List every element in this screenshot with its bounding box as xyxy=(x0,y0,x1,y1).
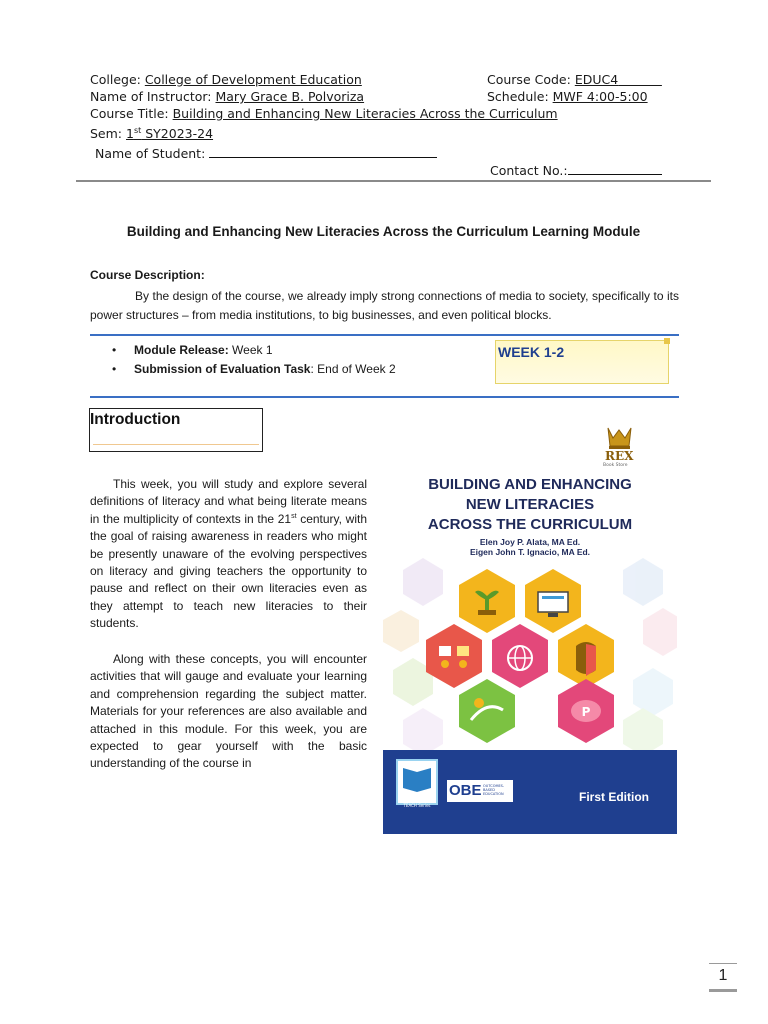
piggy-bank-hexagon-icon xyxy=(558,679,614,743)
introduction-heading: Introduction xyxy=(90,411,181,428)
book-title-line-1: BUILDING AND ENHANCING xyxy=(428,476,632,493)
release-item: • Module Release: Week 1 xyxy=(112,343,273,357)
instructor-line xyxy=(90,88,364,105)
publisher-sub: Book Store xyxy=(603,463,628,468)
page-number-rule-top xyxy=(709,963,737,964)
obe-sub-label: OUTCOMES-BASED EDUCATION xyxy=(483,784,505,796)
college-label: College: xyxy=(90,72,145,87)
week-badge-label: WEEK 1-2 xyxy=(498,344,565,360)
teach-series-label: TEACH Series xyxy=(403,803,431,808)
author-2: Eigen John T. Ignacio, MA Ed. xyxy=(469,547,591,557)
introduction-underline xyxy=(93,444,259,445)
sem-label: Sem: xyxy=(90,126,126,142)
info-bottom-rule xyxy=(90,396,679,398)
course-code-line xyxy=(487,71,662,88)
instructor-value: Mary Grace B. Polvoriza xyxy=(215,89,365,104)
instructor-label: Name of Instructor: xyxy=(90,89,216,104)
submission-item: • Submission of Evaluation Task: End of Week 2 xyxy=(112,362,396,376)
introduction-paragraph-1: This week, you will study and explore several definitions of literacy and what being literate means in the multiplicity of contexts in the 21st century, with the goal of raising awareness in readers who might be presently unaware of the evolving perspectives on literacy and giving teachers the opportunity to pause and reflect on their own literacies even as they attempt to teach new literacies to their students. xyxy=(90,477,367,631)
course-title-value: Building and Enhancing New Literacies Across the Curriculum xyxy=(172,106,558,121)
badge-corner-icon xyxy=(664,338,670,344)
publisher-logo: REX xyxy=(605,449,634,463)
course-code-value: EDUC4 xyxy=(574,72,619,87)
course-description-text: By the design of the course, we already imply strong connections of media to society, specifically to its power structures – from media institutions, to big businesses, and even political blocks. xyxy=(90,289,679,322)
schedule-bullets xyxy=(112,341,396,379)
header-divider xyxy=(76,180,711,182)
week-badge xyxy=(495,340,669,384)
plant-hexagon-icon xyxy=(459,569,515,633)
course-title-line xyxy=(90,105,558,122)
sem-value: 1st SY2023-24 xyxy=(126,126,214,142)
people-hexagon-icon xyxy=(426,624,482,688)
course-title-label: Course Title: xyxy=(90,106,173,121)
college-line xyxy=(90,71,362,88)
obe-label: OBE xyxy=(449,782,482,799)
page-number-rule-bottom xyxy=(709,989,737,992)
page-number: 1 xyxy=(718,967,728,984)
sem-line xyxy=(90,122,213,142)
face-hexagon-icon xyxy=(558,624,614,688)
schedule-line xyxy=(487,88,648,105)
globe-hexagon-icon xyxy=(492,624,548,688)
crown-logo-icon xyxy=(608,428,631,449)
book-cover xyxy=(383,420,677,834)
computer-hexagon-icon xyxy=(525,569,581,633)
introduction-box xyxy=(89,408,263,452)
schedule-label: Schedule: xyxy=(487,89,553,104)
student-name-line xyxy=(95,145,437,162)
contact-line xyxy=(490,162,662,179)
growth-hexagon-icon xyxy=(459,679,515,743)
student-name-label: Name of Student: xyxy=(95,146,210,161)
author-1: Elen Joy P. Alata, MA Ed. xyxy=(479,537,581,547)
introduction-paragraph-2: Along with these concepts, you will encounter activities that will gauge and evaluate your learning and comprehension regarding the subject matter. Materials for your references are also available and attached in this module. For this week, you are expected to gear yourself with the basic understanding of the course in xyxy=(90,652,367,771)
info-top-rule xyxy=(90,334,679,336)
contact-label: Contact No.: xyxy=(490,163,568,178)
book-title-line-3: ACROSS THE CURRICULUM xyxy=(427,516,633,533)
college-value: College of Development Education xyxy=(144,72,362,87)
book-title xyxy=(383,475,677,535)
book-authors xyxy=(383,537,677,557)
module-title: Building and Enhancing New Literacies Across the Curriculum Learning Module xyxy=(126,224,641,239)
svg-text:P: P xyxy=(581,705,591,719)
student-name-field[interactable] xyxy=(209,145,437,158)
edition-label: First Edition xyxy=(579,790,649,804)
course-description-heading: Course Description: xyxy=(90,268,205,282)
book-title-line-2: NEW LITERACIES xyxy=(465,496,595,513)
course-code-label: Course Code: xyxy=(487,72,575,87)
schedule-value: MWF 4:00-5:00 xyxy=(552,89,648,104)
contact-field[interactable] xyxy=(568,162,662,175)
